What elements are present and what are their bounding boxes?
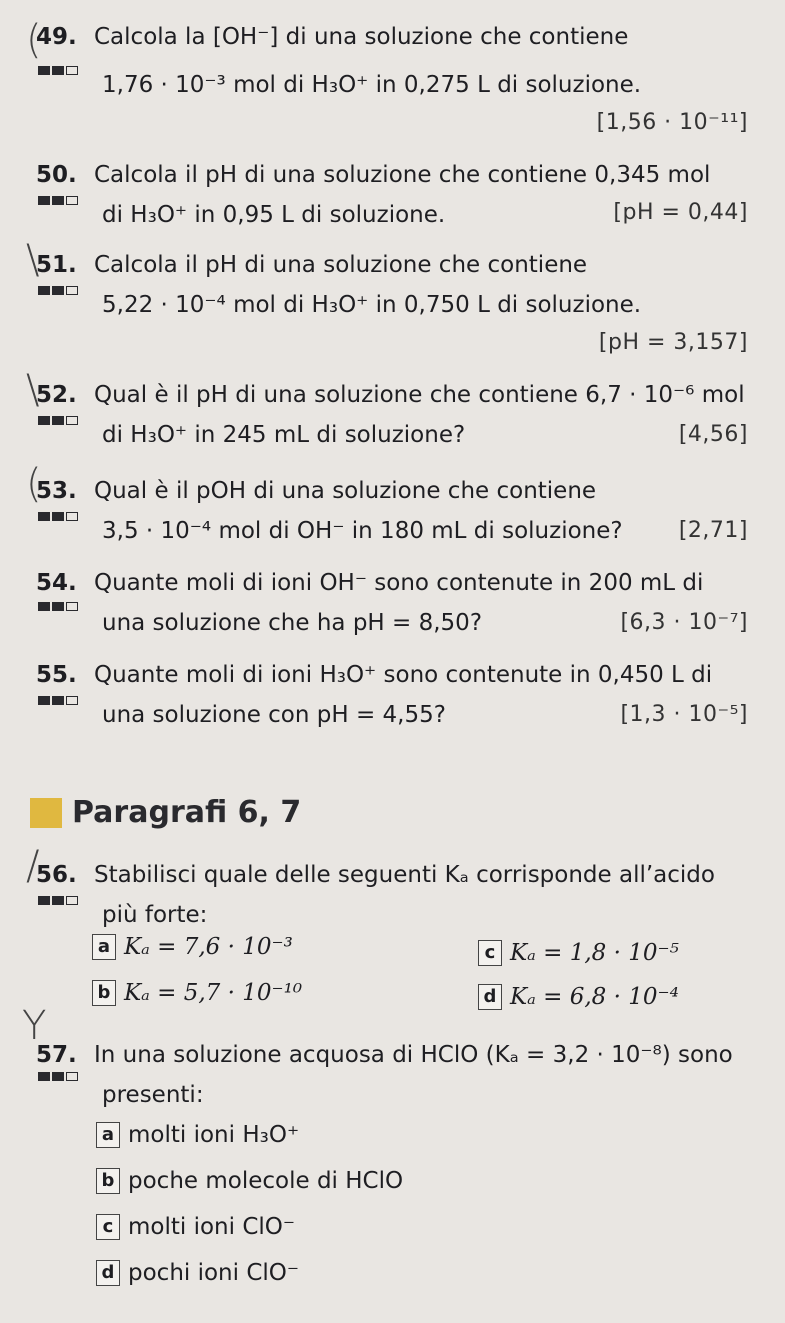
option-a[interactable] [92,932,293,962]
exercise-text: Qual è il pH di una soluzione che contiene 6,7 · 10⁻⁶ mol [94,382,745,408]
pen-mark: \ [26,367,40,413]
question-number: 56. [36,862,77,888]
difficulty-indicator [38,512,78,521]
question-56 [36,860,748,930]
exercise-text: Calcola la [OH⁻] di una soluzione che contiene [94,24,629,50]
pen-mark: ( [26,461,42,507]
exercise-50 [36,160,748,230]
exercise-text: 1,76 · 10⁻³ mol di H₃O⁺ in 0,275 L di soluzione. [102,72,642,98]
question-57 [36,1040,748,1110]
exercise-number: 51. [36,252,77,278]
option-b[interactable] [96,1166,403,1196]
exercise-text: Quante moli di ioni H₃O⁺ sono contenute in 0,450 L di [94,662,713,688]
pen-mark: / [26,843,40,889]
option-d[interactable] [478,982,679,1012]
exercise-53 [36,476,748,546]
pen-mark: Y [22,1003,47,1049]
option-letter: b [96,1168,120,1194]
question-text: In una soluzione acquosa di HClO (Kₐ = 3,2 · 10⁻⁸) sono [94,1042,733,1068]
section-marker [30,798,62,828]
question-number: 57. [36,1042,77,1068]
exercise-number: 52. [36,382,77,408]
pen-mark: \ [26,237,40,283]
exercise-number: 55. [36,662,77,688]
difficulty-indicator [38,1072,78,1081]
option-a[interactable] [96,1120,299,1150]
exercise-49 [36,22,748,135]
exercise-text: una soluzione con pH = 4,55? [102,702,446,728]
exercise-text: 5,22 · 10⁻⁴ mol di H₃O⁺ in 0,750 L di soluzione. [102,292,642,318]
exercise-answer: [6,3 · 10⁻⁷] [620,610,748,635]
exercise-number: 53. [36,478,77,504]
option-text: poche molecole di HClO [128,1168,404,1194]
exercise-number: 49. [36,24,77,50]
difficulty-indicator [38,416,78,425]
section-header [30,795,301,830]
exercise-text: Quante moli di ioni OH⁻ sono contenute in 200 mL di [94,570,704,596]
option-letter: d [96,1260,120,1286]
option-c[interactable] [96,1212,295,1242]
question-text: più forte: [102,902,208,928]
section-title: Paragrafi 6, 7 [72,795,302,830]
exercise-number: 50. [36,162,77,188]
exercise-52 [36,380,748,450]
exercise-text: Calcola il pH di una soluzione che contiene 0,345 mol [94,162,711,188]
difficulty-indicator [38,66,78,75]
exercise-answer: [1,56 · 10⁻¹¹] [596,110,748,135]
difficulty-indicator [38,896,78,905]
option-letter: c [96,1214,120,1240]
exercise-text: Calcola il pH di una soluzione che contiene [94,252,588,278]
option-text: Kₐ = 5,7 · 10⁻¹⁰ [124,980,303,1006]
option-text: Kₐ = 1,8 · 10⁻⁵ [510,940,679,966]
exercise-54 [36,568,748,638]
exercise-text: Qual è il pOH di una soluzione che contiene [94,478,597,504]
difficulty-indicator [38,286,78,295]
option-letter: a [92,934,116,960]
option-text: pochi ioni ClO⁻ [128,1260,300,1286]
difficulty-indicator [38,602,78,611]
option-text: Kₐ = 6,8 · 10⁻⁴ [510,984,679,1010]
exercise-55 [36,660,748,730]
option-letter: a [96,1122,120,1148]
option-letter: c [478,940,502,966]
exercise-answer: [pH = 3,157] [598,330,748,355]
option-d[interactable] [96,1258,299,1288]
exercise-answer: [pH = 0,44] [613,200,748,225]
exercise-answer: [4,56] [678,422,748,447]
exercise-text: di H₃O⁺ in 245 mL di soluzione? [102,422,466,448]
option-c[interactable] [478,938,679,968]
exercise-text: di H₃O⁺ in 0,95 L di soluzione. [102,202,446,228]
pen-mark: ( [26,17,42,63]
question-text: presenti: [102,1082,204,1108]
exercise-text: 3,5 · 10⁻⁴ mol di OH⁻ in 180 mL di soluzione? [102,518,623,544]
option-text: Kₐ = 7,6 · 10⁻³ [124,934,293,960]
exercise-number: 54. [36,570,77,596]
exercise-text: una soluzione che ha pH = 8,50? [102,610,483,636]
option-text: molti ioni H₃O⁺ [128,1122,300,1148]
option-b[interactable] [92,978,302,1008]
difficulty-indicator [38,696,78,705]
difficulty-indicator [38,196,78,205]
exercise-51 [36,250,748,355]
option-letter: b [92,980,116,1006]
question-text: Stabilisci quale delle seguenti Kₐ corrisponde all’acido [94,862,715,888]
exercise-answer: [1,3 · 10⁻⁵] [620,702,748,727]
option-text: molti ioni ClO⁻ [128,1214,296,1240]
option-letter: d [478,984,502,1010]
exercise-answer: [2,71] [678,518,748,543]
